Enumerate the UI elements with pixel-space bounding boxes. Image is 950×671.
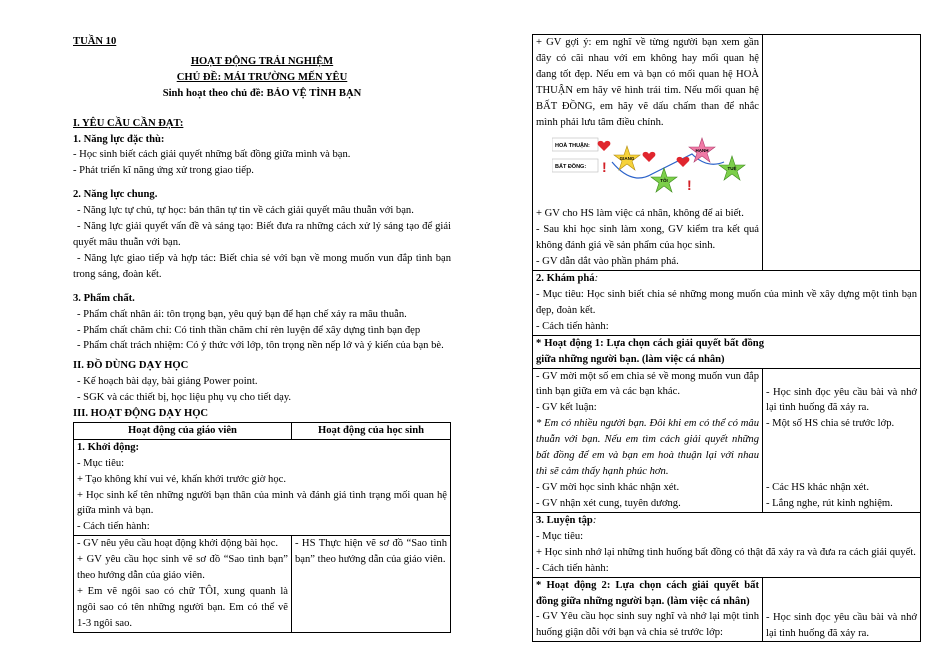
text-line: - Phát triển kĩ năng ứng xử trong giao tiếp. <box>73 165 254 177</box>
text-line: - Phẩm chất trách nhiệm: Có ý thức với lớp, tôn trọng nền nếp lớ và ý kiến của bạn bè. <box>77 340 444 352</box>
student-cell <box>763 35 921 271</box>
teacher-cell <box>533 368 763 513</box>
subsection-qualities: 3. Phẩm chất. <box>73 292 135 304</box>
text-line: - Cách tiến hành: <box>536 562 609 574</box>
text-line: + Em vẽ ngôi sao có chữ TÔI, xung quanh là ngôi sao có tên những người bạn. Em có thể vẽ 1-3 ngôi sao. <box>77 586 288 629</box>
text-line: - GV dẫn dắt vào phần phám phá. <box>536 256 679 268</box>
text-line: - Phẩm chất nhân ái: tôn trọng bạn, yêu quý bạn để hạn chế xảy ra mâu thuẫn. <box>77 308 407 320</box>
theme-title: CHỦ ĐỀ: MÁI TRƯỜNG MẾN YÊU <box>176 71 348 83</box>
text-line: - Năng lực giao tiếp và hợp tác: Biết chia sẻ với bạn về mong muốn vun đắp tình bạn trong sáng, đoàn kết. <box>73 252 451 280</box>
star-toi-label: TÔI <box>660 178 668 184</box>
text-line: - Học sinh đọc yêu cầu bài và nhớ lại tình huống đã xảy ra. <box>766 611 917 639</box>
explore-title-colon: : <box>594 273 599 285</box>
exclamation-icon: ! <box>602 159 607 176</box>
legend-bat-dong <box>552 159 607 175</box>
week-label: TUẦN 10 <box>73 36 117 47</box>
text-line: - Cách tiến hành: <box>77 521 150 533</box>
heart-icon <box>643 152 656 162</box>
star-hanh-label: HẠNH <box>695 148 709 154</box>
text-line: + GV cho HS làm việc cá nhân, không để ai biết. <box>536 208 744 220</box>
text-line: - GV nêu yêu cầu hoạt động khởi động bài học. <box>77 538 279 550</box>
text-line: - HS Thực hiện vẽ sơ đồ “Sao tình bạn” theo hướng dẫn của giáo viên. <box>295 538 447 566</box>
section-requirements: I. YÊU CẦU CẦN ĐẠT: <box>73 117 184 129</box>
student-cell <box>763 368 921 513</box>
section-materials: II. ĐỒ DÙNG DẠY HỌC <box>73 360 189 372</box>
activity2-title: * Hoạt động 2: Lựa chọn cách giải quyết bất đồng giữa những người bạn. (làm việc cá nhân) <box>536 579 759 607</box>
text-line: - GV mời học sinh khác nhận xét. <box>536 481 680 493</box>
heart-icon <box>598 141 611 151</box>
header-student: Hoạt động của học sinh <box>292 422 451 439</box>
activities-table-right <box>532 34 921 642</box>
text-line: + Học sinh kể tên những người bạn thân của mình và đánh giá tình trạng mối quan hệ giữa mình và bạn. <box>77 489 447 517</box>
text-line: - GV Yêu cầu học sinh suy nghĩ và nhớ lại một tình huống giận dỗi với bạn và chia sẻ trước lớp: <box>536 611 759 639</box>
text-line: - Mục tiêu: Học sinh biết chia sẻ những mong muốn của mình về xây dựng một tình bạn đẹp, đoàn kết. <box>536 288 917 316</box>
text-line: - Các HS khác nhận xét. <box>766 482 869 494</box>
text-line: - Học sinh biết cách giải quyết những bất đồng giữa mình và bạn. <box>73 149 351 161</box>
activities-table-left <box>73 422 451 633</box>
student-cell <box>763 577 921 642</box>
friendship-stars-svg <box>552 134 752 206</box>
text-line: - Năng lực tự chủ, tự học: bản thân tự tin về cách giải quyết mâu thuẫn với bạn. <box>77 205 414 217</box>
text-line: - GV kết luận: <box>536 402 597 414</box>
activity1-title-cell <box>533 335 921 368</box>
text-line: - GV nhận xét cung, tuyên dương. <box>536 497 681 509</box>
text-line: - Lắng nghe, rút kinh nghiệm. <box>766 498 893 510</box>
text-line: - GV mời một số em chia sẻ về mong muốn vun đắp tình bạn giữa em và các bạn khác. <box>536 370 759 398</box>
explore-title: 2. Khám phá <box>536 273 595 285</box>
star-giang-label: GIANG <box>619 156 635 162</box>
text-line: + Tạo không khí vui vẻ, khấn khởi trước giờ học. <box>77 473 286 485</box>
text-line: - Kế hoạch bài dạy, bài giảng Power point. <box>77 376 258 388</box>
student-cell <box>292 536 451 632</box>
text-line: + GV yêu cầu học sinh vẽ sơ đồ “Sao tình bạn” theo hướng dẫn của giáo viên. <box>77 554 288 582</box>
text-line: + GV gợi ý: em nghĩ về từng người bạn xem gần đây có cãi nhau với em không hay mối quan hệ đang tốt đẹp. Nếu em và bạn có mối quan hệ HOÀ THUẬN em hãy vẽ hình trái tim. Nếu mối quan hệ BẤT ĐỒNG, em hãy vẽ dấu chấm than để nhắc mình phải lưu tâm điều chỉnh. <box>536 37 759 128</box>
text-line: - Phẩm chất chăm chỉ: Có tinh thần chăm chỉ rèn luyện để xây dựng tình bạn đẹp <box>77 324 421 336</box>
exclamation-icon: ! <box>687 177 692 194</box>
teacher-cell <box>74 536 292 632</box>
header-teacher: Hoạt động của giáo viên <box>74 422 292 439</box>
star-tue <box>719 156 745 180</box>
star-toi <box>651 168 677 192</box>
practice-title: 3. Luyện tập <box>536 515 593 527</box>
warmup-title: 1. Khởi động: <box>77 441 140 453</box>
text-line: - Một số HS chia sẻ trước lớp. <box>766 418 895 430</box>
text-line: * Em có nhiều người bạn. Đôi khi em có thể có mâu thuẫn với bạn. Nếu em tìm cách giải quyết những bất đồng để em và bạn em hoà thuận lại với nhau thì sẽ cảm thấy hạnh phúc hơn. <box>536 418 759 477</box>
subsection-specific-competence: 1. Năng lực đặc thù: <box>73 133 165 145</box>
star-hanh <box>689 138 715 162</box>
friendship-stars-illustration <box>536 130 759 206</box>
text-line: - Mục tiêu: <box>536 530 584 542</box>
star-tue-label: TUỆ <box>727 166 737 172</box>
explore-cell <box>533 271 921 336</box>
practice-cell <box>533 513 921 578</box>
teacher-cell <box>533 577 763 642</box>
left-page <box>73 34 451 633</box>
text-line: - Sau khi học sinh làm xong, GV kiểm tra kết quả không đánh giá về sản phẩm của học sinh. <box>536 224 759 252</box>
subsection-general-competence: 2. Năng lực chung. <box>73 189 158 201</box>
legend-hoa-thuan-label: HOÀ THUẬN: <box>555 143 590 150</box>
text-line: - Cách tiến hành: <box>536 320 609 332</box>
text-line: - Học sinh đọc yêu cầu bài và nhớ lại tình huống đã xảy ra. <box>766 386 917 414</box>
activity-title: HOẠT ĐỘNG TRẢI NGHIỆM <box>190 55 334 67</box>
legend-hoa-thuan <box>552 138 610 151</box>
section-activities: III. HOẠT ĐỘNG DẠY HỌC <box>73 408 209 420</box>
text-line: - SGK và các thiết bị, học liệu phụ vụ cho tiết dạy. <box>77 392 292 404</box>
teacher-cell <box>533 35 763 271</box>
text-line: + Học sinh nhớ lại những tình huống bất đồng có thật đã xảy ra và đưa ra cách giải quyết. <box>536 546 916 558</box>
practice-title-colon: : <box>592 515 597 527</box>
lesson-subtitle: Sinh hoạt theo chủ đề: BẢO VỆ TÌNH BẠN <box>162 87 362 99</box>
warmup-cell <box>74 439 451 535</box>
activity1-title: * Hoạt động 1: Lựa chọn cách giải quyết bất đồng giữa những người bạn. (làm việc cá nhân) <box>536 337 764 365</box>
star-giang <box>614 146 640 170</box>
legend-bat-dong-label: BẤT ĐỒNG: <box>555 164 587 171</box>
text-line: - Mục tiêu: <box>77 457 125 469</box>
right-page <box>532 34 921 642</box>
text-line: - Năng lực giải quyết vấn đề và sáng tạo: Biết đưa ra những cách xử lý sáng tạo để giải quyết mâu thuẫn với bạn. <box>73 221 451 248</box>
